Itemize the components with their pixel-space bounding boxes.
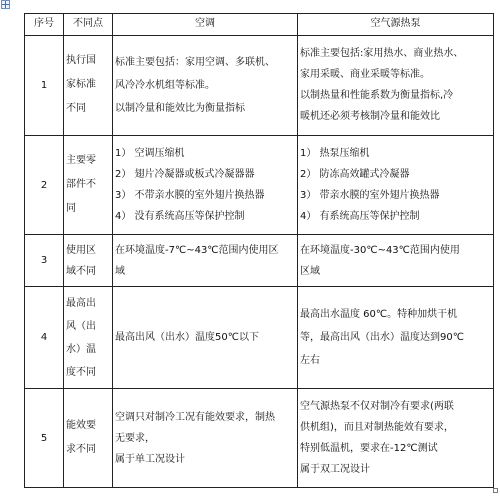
air-conditioner-cell: [113, 135, 298, 235]
heat-pump-cell: [298, 287, 494, 389]
table-header-row: [25, 14, 494, 36]
table-row: [25, 389, 494, 488]
cell-line: 2） 翅片冷凝器或板式冷凝器器: [115, 169, 255, 180]
difference-line: 主要零: [66, 155, 96, 166]
comparison-table: [24, 13, 494, 488]
cell-line: 4） 没有系统高压等保护控制: [115, 211, 245, 222]
table-move-handle-icon[interactable]: [1, 0, 10, 9]
cell-line: 无要求，: [115, 432, 155, 444]
heat-pump-cell: [298, 235, 494, 287]
table-row: [25, 35, 494, 135]
difference-line: 风（出: [66, 320, 96, 332]
difference-line: 域不同: [66, 265, 96, 277]
air-conditioner-cell: [113, 287, 298, 389]
difference-line: 家标准: [66, 79, 96, 91]
difference-line: 能效要: [66, 420, 96, 432]
difference-cell: [64, 389, 113, 488]
cell-line: 属于单工况设计: [115, 453, 185, 465]
difference-line: 度不同: [66, 366, 96, 378]
row-number: 2: [25, 135, 64, 235]
row-number: 4: [25, 287, 64, 389]
cell-line: 4） 有系统高压等保护控制: [300, 211, 420, 222]
table-row: [25, 287, 494, 389]
header-air-conditioner: 空调: [113, 14, 298, 36]
difference-line: 不同: [66, 103, 86, 115]
difference-line: 最高出: [66, 297, 96, 309]
cell-line: 区域: [300, 265, 320, 277]
cell-line: 3） 带亲水膜的室外翅片换热器: [300, 190, 440, 201]
air-conditioner-cell: [113, 235, 298, 287]
difference-cell: [64, 135, 113, 235]
cell-line: 最高出风（出水）温度50℃以下: [115, 332, 259, 344]
cell-line: 最高出水温度 60℃。特种加烘干机: [300, 309, 458, 321]
header-no: 序号: [25, 14, 64, 36]
cell-line: 在环境温度-7℃~43℃范围内使用区: [115, 244, 279, 256]
row-number: 3: [25, 235, 64, 287]
heat-pump-cell: [298, 35, 494, 135]
heat-pump-cell: [298, 135, 494, 235]
cell-line: 特别低温机，要求在-12℃测试: [300, 443, 438, 455]
table-row: [25, 235, 494, 287]
difference-cell: [64, 235, 113, 287]
cell-line: 属于双工况设计: [300, 464, 370, 476]
difference-line: 水）温: [66, 343, 96, 355]
cell-line: 左右: [300, 355, 320, 367]
table-row: [25, 135, 494, 235]
cell-line: 供机组)，而且对制热能效有要求，: [300, 422, 454, 434]
heat-pump-cell: [298, 389, 494, 488]
table-resize-handle-icon[interactable]: [493, 488, 498, 493]
cell-line: 域: [115, 265, 125, 277]
cell-line: 风冷冷水机组等标准。: [115, 79, 215, 91]
difference-line: 部件不: [66, 179, 96, 190]
difference-line: 同: [66, 203, 76, 214]
cell-line: 空气源热泵不仅对制冷有要求(两联: [300, 401, 454, 413]
cell-line: 1） 热泵压缩机: [300, 148, 370, 159]
difference-line: 执行国: [66, 55, 96, 67]
air-conditioner-cell: [113, 35, 298, 135]
cell-line: 以制热量和性能系数为衡量指标,冷: [300, 90, 454, 102]
cell-line: 空调只对制冷工况有能效要求，制热: [115, 411, 275, 423]
header-heat-pump: 空气源热泵: [298, 14, 494, 36]
cell-line: 3） 不带亲水膜的室外翅片换热器: [115, 190, 265, 201]
difference-line: 使用区: [66, 244, 96, 256]
cell-line: 在环境温度-30℃~43℃范围内使用: [300, 244, 460, 256]
air-conditioner-cell: [113, 389, 298, 488]
cell-line: 标准主要包括:家用热水、商业热水、: [300, 48, 464, 60]
header-difference: 不同点: [64, 14, 113, 36]
cell-line: 1） 空调压缩机: [115, 148, 185, 159]
row-number: 5: [25, 389, 64, 488]
difference-cell: [64, 287, 113, 389]
difference-line: 求不同: [66, 444, 96, 456]
cell-line: 以制冷量和能效比为衡量指标: [115, 102, 245, 114]
row-number: 1: [25, 35, 64, 135]
cell-line: 暖机还必须考核制冷量和能效比: [300, 111, 440, 123]
cell-line: 2） 防冻高效罐式冷凝器: [300, 169, 410, 180]
difference-cell: [64, 35, 113, 135]
cell-line: 家用采暖、商业采暖等标准。: [300, 69, 430, 81]
cell-line: 等，最高出风（出水）温度达到90℃: [300, 332, 464, 344]
cell-line: 标准主要包括：家用空调、多联机、: [115, 56, 275, 68]
